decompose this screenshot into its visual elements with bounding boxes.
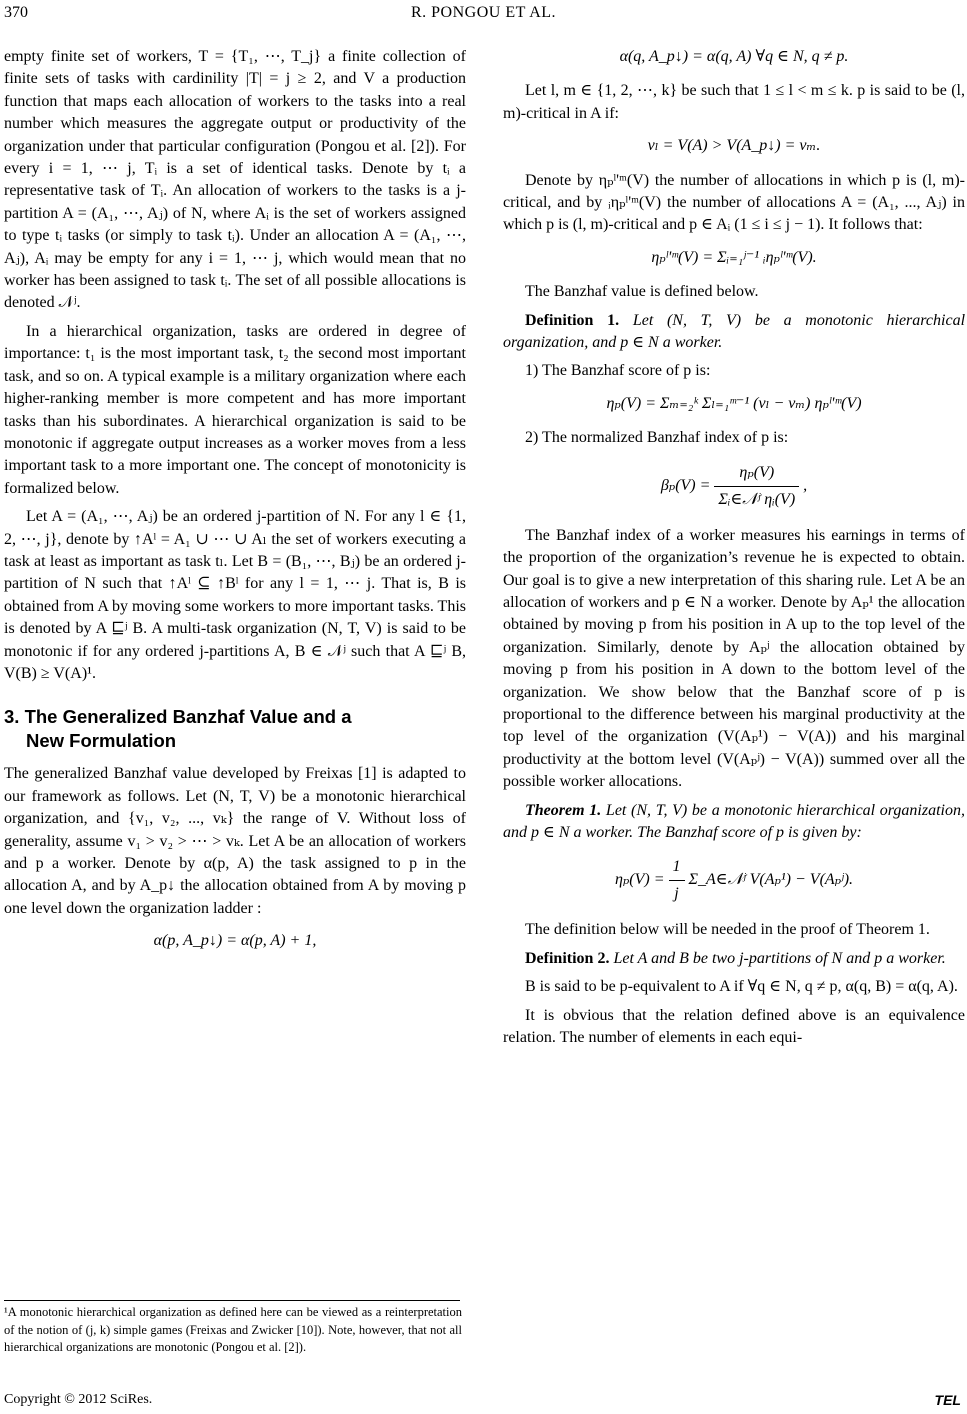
definition-text: Let A and B be two j-partitions of N and p a worker. [613,949,946,967]
equation: α(p, A_p↓) = α(p, A) + 1, [153,932,317,950]
equation-tail: , [803,476,808,494]
paragraph: The definition below will be needed in the proof of Theorem 1. [525,921,930,939]
equation [503,854,965,907]
paragraph: Let A = (A₁, ⋯, Aⱼ) be an ordered j-partition of N. For any l ∈ {1, 2, ⋯, j}, denote by ↑Aˡ = A₁ ∪ ⋯ ∪ Aₗ the set of workers executing a task at least as important as task tₗ. Let B = (B₁, ⋯, Bⱼ) be an ordered j-partition of N such that ↑Aˡ ⊆ ↑Bˡ for any l = 1, ⋯ j. That is, B is obtained from A by moving some workers to more important tasks. This is denoted by A ⊑ʲ B. A multi-task organization (N, T, V) is said to be monotonic if for any ordered j-partitions A, B ∈ 𝒩ʲ such that A ⊑ʲ B, V(B) ≥ V(A)¹. [4,508,466,682]
definition-text: Let (N, T, V) be a monotonic hierarchical organization, and p ∈ N a worker. [503,311,966,352]
fraction-numerator: ηₚ(V) [714,460,799,487]
paragraph: B is said to be p-equivalent to A if ∀q ∈ N, q ≠ p, α(q, B) = α(q, A). [525,978,958,996]
theorem-label: Theorem 1. [525,801,602,819]
footnote: ¹A monotonic hierarchical organization as defined here can be viewed as a reinterpretation of the notion of (j, k) simple games (Freixas and Zwicker [10]). Note, however, that not all hierarchical organizations are monotonic (Pongou et al. [2]). [4,1305,462,1354]
paragraph: In a hierarchical organization, tasks are ordered in degree of importance: t₁ is the most important task, t₂ the second most important task, and so on. A typical example is a military organization where each higher-ranking member is more competent and has more important tasks than his subordinates. A hierarchical organization is said to be monotonic if aggregate output increases as a worker moves from a less important task to a more important one. The concept of monotonicity is formalized below. [4,322,466,497]
paragraph: The Banzhaf index of a worker measures his earnings in terms of the proportion of the organization’s revenue he is expected to obtain. Our goal is to give a new interpretation of this sharing rule. Let A be an allocation of workers and p ∈ N a worker. Denote by Aₚ¹ the allocation obtained by moving p from his position in A up to the top level of the organization. Similarly, denote by Aₚʲ the allocation obtained by moving p from his position in A down to the bottom level of the organization. We show below that the Banzhaf score of p is proportional to the difference between his marginal productivity at the top level of the organization (V(Aₚ¹) − V(A)) and his marginal productivity at the bottom level (V(Aₚʲ) − V(A)) summed over all the possible worker allocations. [503,526,965,791]
list-item: 1) The Banzhaf score of p is: [525,362,711,380]
equation: ηₚˡ'ᵐ(V) = Σᵢ₌₁ʲ⁻¹ ᵢηₚˡ'ᵐ(V). [651,248,817,266]
paragraph: empty finite set of workers, T = {T₁, ⋯, T_j} a finite collection of finite sets of tasks with cardinility |T| = j ≥ 2, and V a production function that maps each allocation of workers to the tasks into a real number which measures the aggregate output or productivity of the organization under that particular configuration (Pongou et al. [2]). For every i = 1, ⋯ j, Tᵢ is a set of identical tasks. Denote by tᵢ a representative task of Tᵢ. An allocation of workers to the tasks is a j-partition A = (A₁, ⋯, Aⱼ) of N, where Aᵢ is the set of workers assigned to type tᵢ tasks (or simply to task tᵢ). Under an allocation A = (A₁, ⋯, Aⱼ), Aᵢ may be empty for any i = 1, ⋯ j, which would mean that no worker has been assigned to task tᵢ. The set of all possible allocations is denoted 𝒩ʲ. [4,48,466,312]
right-column [503,46,965,1055]
equation: ηₚ(V) = Σₘ₌₂ᵏ Σₗ₌₁ᵐ⁻¹ (vₗ − vₘ) ηₚˡ'ᵐ(V) [606,394,862,412]
equation-rhs: Σ_A∈𝒩ʲ V(Aₚ¹) − V(Aₚʲ). [688,871,854,889]
paragraph: It is obvious that the relation defined above is an equivalence relation. The number of elements in each equi- [503,1006,965,1046]
section-heading-line: New Formulation [26,730,177,752]
fraction [714,460,799,513]
paragraph: The Banzhaf value is defined below. [525,283,759,301]
fraction-denominator: Σᵢ∈𝒩ʲ ηᵢ(V) [718,490,796,508]
theorem-text: Let (N, T, V) be a monotonic hierarchical organization, and p ∈ N a worker. The Banzhaf score of p is given by: [503,801,965,841]
paragraph: The generalized Banzhaf value developed by Freixas [1] is adapted to our framework as follows. Let (N, T, V) be a monotonic hierarchical organization, and {v₁, v₂, ..., vₖ} the range of V. Without loss of generality, assume v₁ > v₂ > ⋯ > vₖ. Let A be an allocation of workers and p a worker. Denote by α(p, A) the task assigned to p in the allocation A, and by A_p↓ the allocation obtained from A by moving p one level down the organization ladder : [4,765,466,917]
section-heading [4,705,466,753]
fraction-denominator: j [674,885,679,903]
page-number: 370 [4,4,28,21]
fraction-numerator: 1 [669,854,685,881]
running-title: R. PONGOU ET AL. [410,4,557,21]
page-header [0,4,967,28]
left-column [4,46,466,965]
equation-lhs: βₚ(V) = [660,476,711,494]
journal-abbreviation: TEL [934,1392,961,1408]
fraction [669,854,685,907]
definition-label: Definition 1. [525,311,620,329]
theorem-1 [503,800,965,845]
equation: α(q, A_p↓) = α(q, A) ∀q ∈ N, q ≠ p. [619,48,849,65]
definition-1 [503,310,965,355]
section-heading-line: 3. The Generalized Banzhaf Value and a [4,706,352,728]
equation-lhs: ηₚ(V) = [614,871,665,889]
definition-2 [503,948,965,970]
equation [503,460,965,513]
paragraph: Denote by ηₚˡ'ᵐ(V) the number of allocations in which p is (l, m)-critical, and by ᵢηₚˡ'ᵐ(V) the number of allocations A = (A₁, ..., Aⱼ) in which p is (l, m)-critical and p ∈ Aᵢ (1 ≤ i ≤ j − 1). It follows that: [503,171,965,234]
paragraph: Let l, m ∈ {1, 2, ⋯, k} be such that 1 ≤ l < m ≤ k. p is said to be (l, m)-critical in A if: [503,82,965,122]
definition-label: Definition 2. [525,949,610,967]
footnote-divider [4,1300,460,1301]
copyright-notice: Copyright © 2012 SciRes. [4,1392,153,1407]
list-item: 2) The normalized Banzhaf index of p is: [525,429,789,447]
equation: vₗ = V(A) > V(A_p↓) = vₘ. [647,137,821,155]
